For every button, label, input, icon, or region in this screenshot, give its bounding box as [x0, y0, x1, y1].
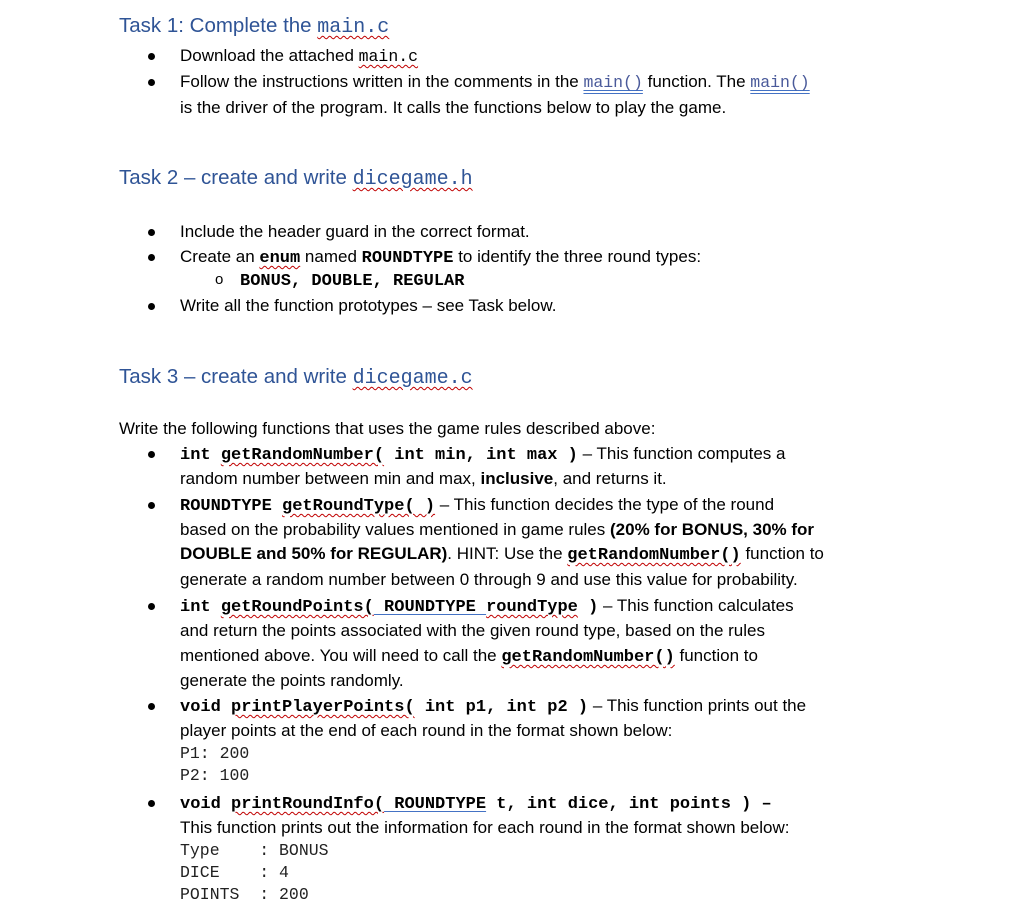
f3-name: getRoundPoints(	[220, 598, 374, 617]
task1-bullet1-file: main.c	[358, 47, 419, 66]
f2-line3	[180, 543, 824, 567]
f1-kw: int	[180, 446, 221, 465]
roundtype-keyword: ROUNDTYPE	[361, 249, 454, 268]
task1-bullet2-line2: is the driver of the program. It calls the functions below to play the game.	[180, 98, 727, 117]
f2-desc: – This function decides the type of the round	[435, 495, 775, 514]
main-function-ref: main()	[750, 73, 810, 92]
task2-heading	[119, 166, 473, 191]
f1-line2	[180, 468, 667, 490]
f4-line2: player points at the end of each round in the format shown below:	[180, 721, 673, 740]
bullet-icon	[148, 603, 155, 610]
task2-bullet2-text3: to identify the three round types:	[453, 247, 702, 266]
f2-signature	[180, 494, 774, 518]
task1-bullet2-text2: function. The	[642, 72, 751, 91]
task2-heading-text: Task 2 – create and write	[119, 166, 353, 189]
f4-params: int p1, int p2 )	[414, 698, 589, 717]
sub-bullet-icon: o	[215, 271, 224, 288]
get-random-number-ref: getRandomNumber()	[567, 546, 741, 565]
task3-heading	[119, 365, 473, 390]
bullet-icon	[148, 451, 155, 458]
f1-signature	[180, 443, 785, 467]
f3-kw: int	[180, 598, 221, 617]
task3-heading-file: dicegame.c	[352, 367, 473, 390]
f1-line2-bold: inclusive	[480, 469, 554, 488]
f3-line3-b: function to	[674, 646, 758, 665]
bullet-icon	[148, 79, 155, 86]
f5-name: printRoundInfo(	[231, 795, 385, 814]
f4-signature	[180, 695, 806, 719]
task2-bullet2-text: Create an	[180, 247, 260, 266]
f2-kw: ROUNDTYPE	[180, 497, 283, 516]
bullet-icon	[148, 303, 155, 310]
task1-heading	[119, 14, 389, 39]
f1-line2-a: random number between min and max,	[180, 469, 481, 488]
f2-line2	[180, 519, 814, 541]
f1-desc: – This function computes a	[577, 444, 786, 463]
bullet-icon	[148, 703, 155, 710]
f4-name: printPlayerPoints(	[231, 698, 415, 717]
f1-name: getRandomNumber(	[220, 446, 385, 465]
f5-line2: This function prints out the information for each round in the format shown below:	[180, 818, 790, 837]
f5-params: t, int dice, int points ) –	[486, 795, 772, 814]
task2-bullet2-text2: named	[300, 247, 362, 266]
f3-line4: generate the points randomly.	[180, 671, 404, 690]
f3-params-type: ROUNDTYPE	[373, 598, 487, 617]
task2-enum-values	[240, 269, 464, 293]
f2-line3-b: function to	[740, 544, 824, 563]
f5-kw: void	[180, 795, 232, 814]
bullet-icon	[148, 53, 155, 60]
f5-params-type: ROUNDTYPE	[384, 795, 487, 814]
f2-line2-a: based on the probability values mentioned in game rules	[180, 520, 610, 539]
task1-bullet1-text: Download the attached	[180, 46, 359, 65]
task1-bullet1	[180, 45, 418, 68]
f3-params-name: roundType	[486, 598, 578, 617]
task2-bullet3: Write all the function prototypes – see Task below.	[180, 296, 557, 315]
task2-heading-file: dicegame.h	[352, 168, 473, 191]
f4-kw: void	[180, 698, 232, 717]
f5-output-points: POINTS : 200	[180, 885, 309, 904]
main-function-ref: main()	[583, 73, 643, 92]
bullet-icon	[148, 502, 155, 509]
task2-bullet2	[180, 246, 701, 270]
f4-output-p2: P2: 100	[180, 766, 250, 785]
task3-heading-text: Task 3 – create and write	[119, 365, 353, 388]
task1-heading-text: Task 1: Complete the	[119, 14, 318, 37]
task2-bullet1: Include the header guard in the correct format.	[180, 222, 530, 241]
f2-name: getRoundType( )	[282, 497, 436, 516]
enum-values: BONUS, DOUBLE, REGULAR	[240, 272, 465, 291]
f2-line3-a: . HINT: Use the	[447, 544, 568, 563]
task3-intro: Write the following functions that uses the game rules described above:	[119, 419, 656, 438]
f2-line4: generate a random number between 0 through 9 and use this value for probability.	[180, 570, 798, 589]
f3-line3	[180, 645, 758, 669]
f5-signature	[180, 792, 772, 816]
f5-output-dice: DICE : 4	[180, 863, 289, 882]
f1-params: int min, int max )	[384, 446, 578, 465]
f3-line3-a: mentioned above. You will need to call the	[180, 646, 502, 665]
f3-params-end: )	[577, 598, 599, 617]
f3-line2: and return the points associated with the given round type, based on the rules	[180, 621, 765, 640]
task1-heading-file: main.c	[317, 16, 390, 39]
f4-output-p1: P1: 200	[180, 744, 250, 763]
bullet-icon	[148, 254, 155, 261]
get-random-number-ref: getRandomNumber()	[501, 648, 675, 667]
f2-line2-bold: (20% for BONUS, 30% for	[610, 520, 815, 539]
task1-bullet2-text: Follow the instructions written in the comments in the	[180, 72, 584, 91]
enum-keyword: enum	[259, 249, 301, 268]
task1-bullet2	[180, 71, 810, 94]
f5-output-type: Type : BONUS	[180, 841, 329, 860]
f3-desc: – This function calculates	[598, 596, 794, 615]
f1-line2-b: , and returns it.	[553, 469, 667, 488]
bullet-icon	[148, 800, 155, 807]
f2-line3-bold: DOUBLE and 50% for REGULAR)	[180, 544, 448, 563]
f4-desc: – This function prints out the	[588, 696, 807, 715]
bullet-icon	[148, 229, 155, 236]
f3-signature	[180, 595, 794, 619]
